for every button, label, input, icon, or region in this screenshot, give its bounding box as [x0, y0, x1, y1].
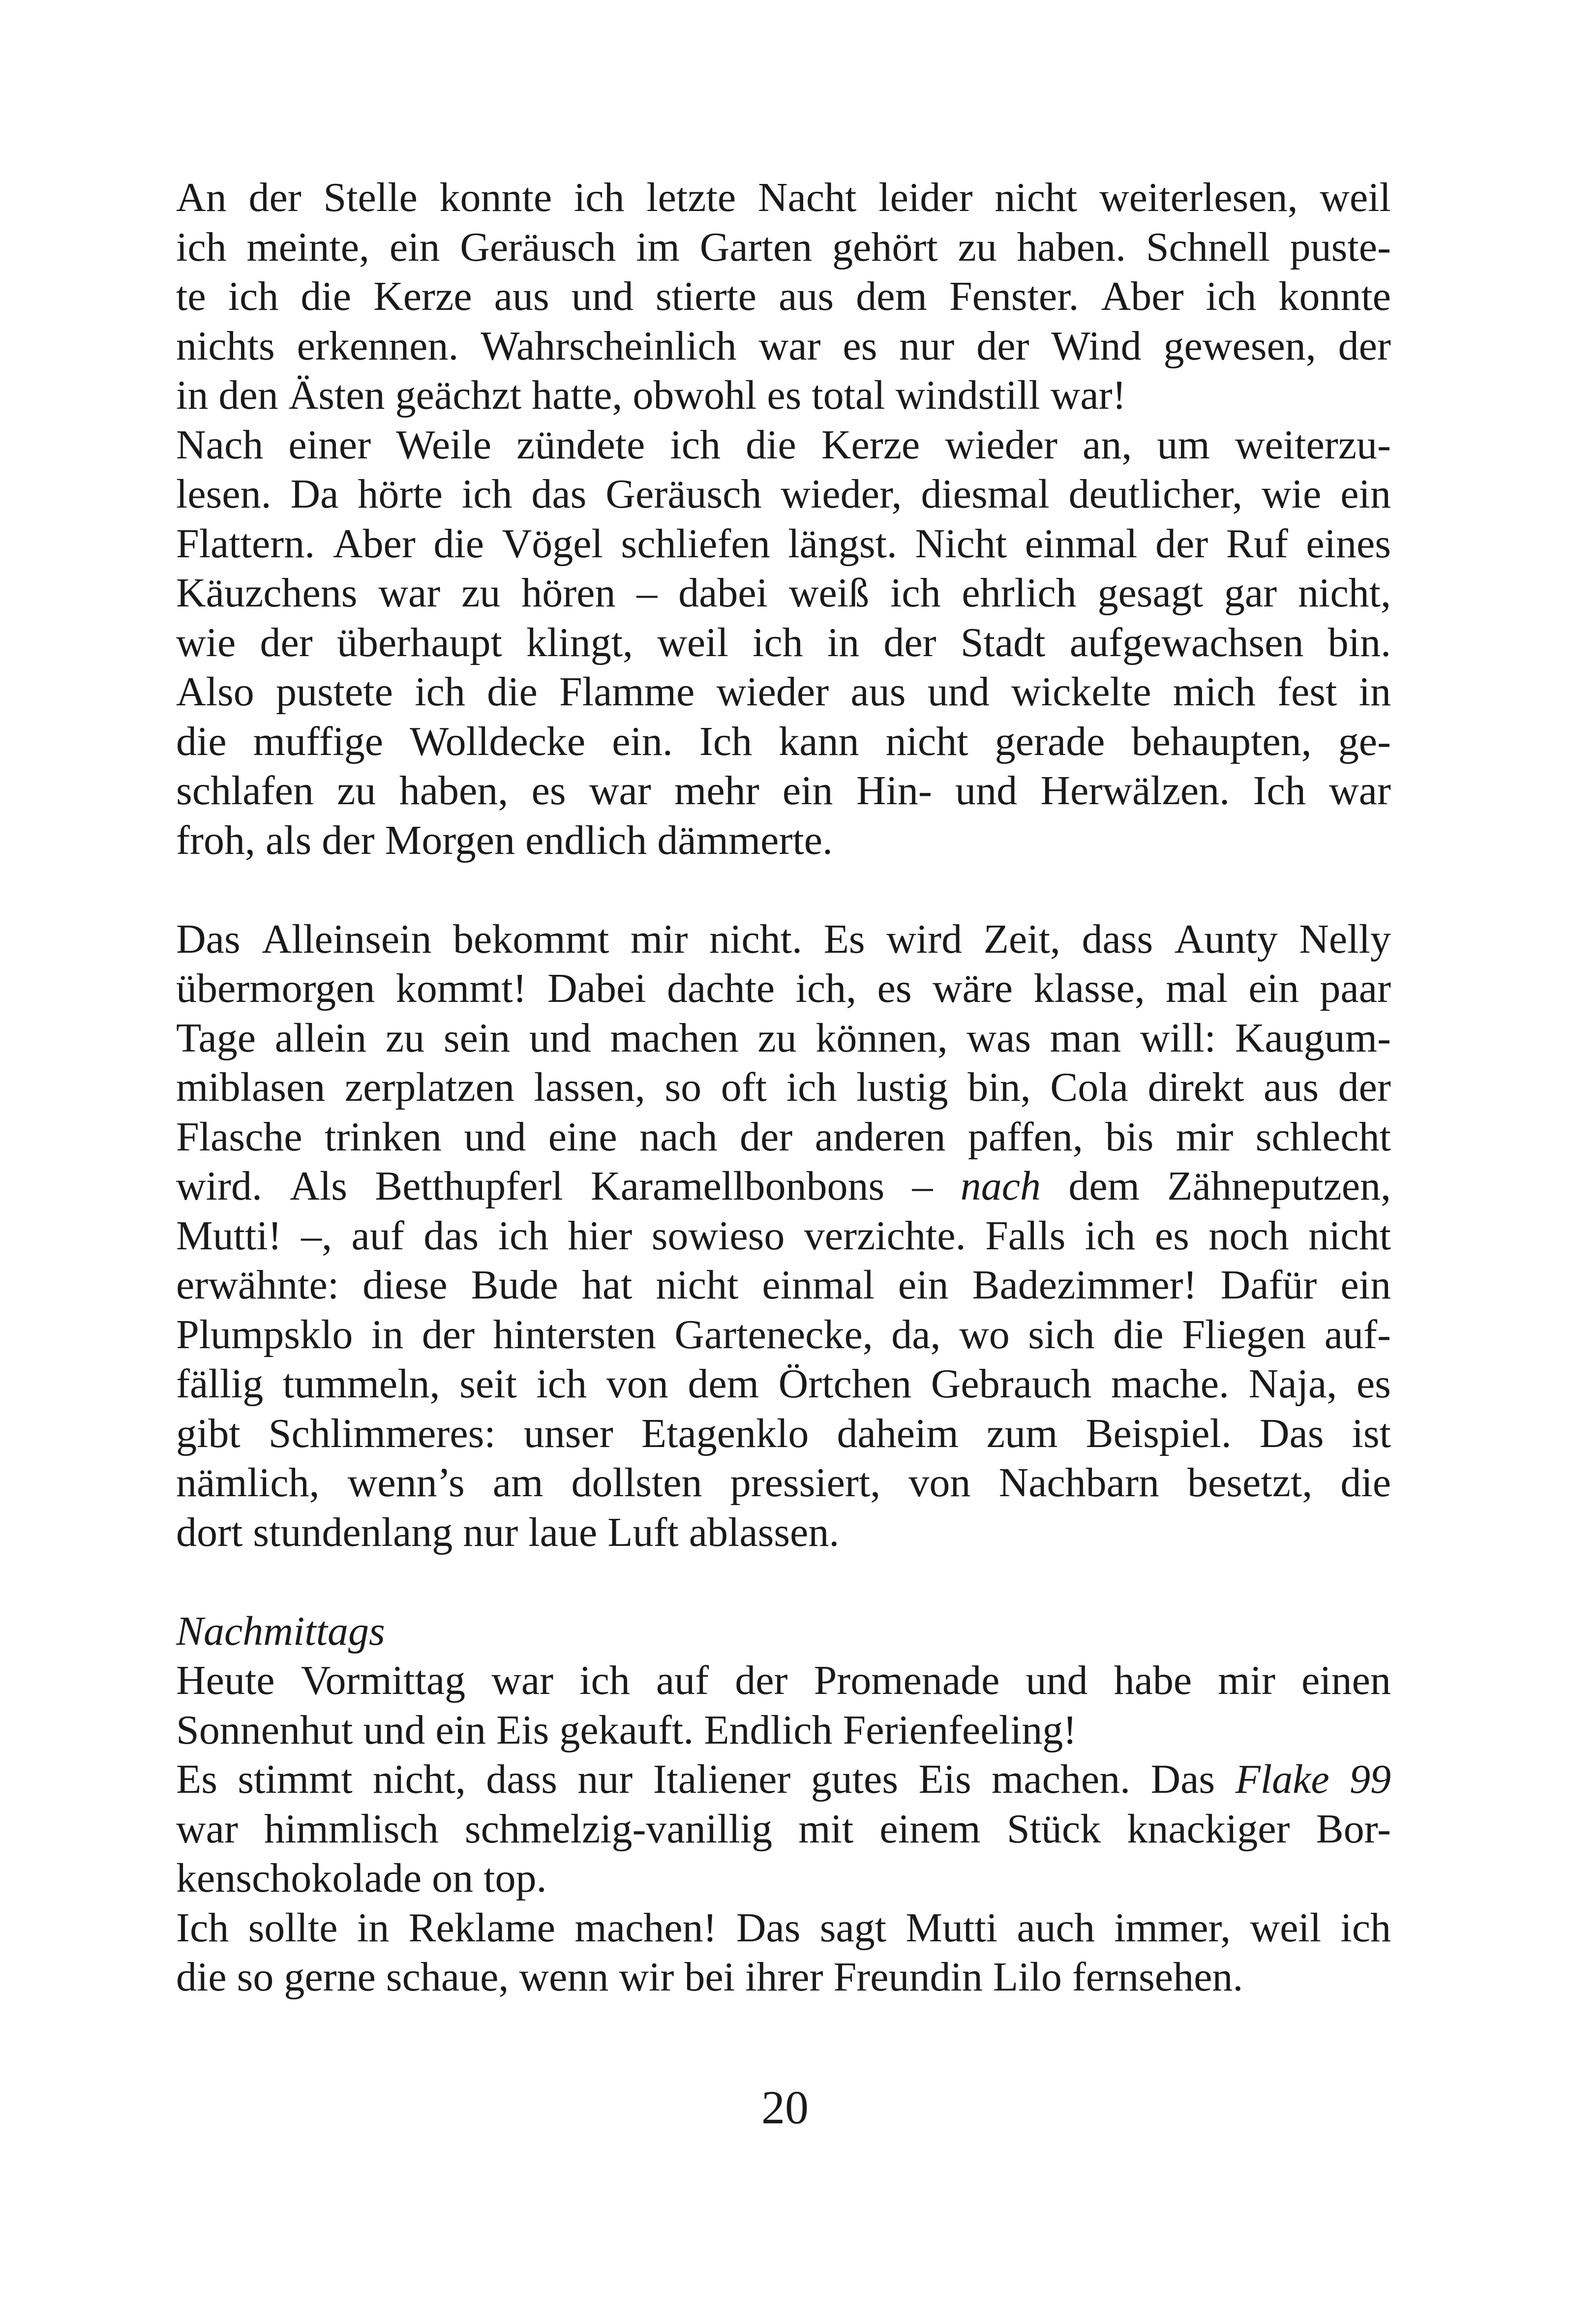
text-line: Es stimmt nicht, dass nur Italiener gutes Eis machen. Das Flake 99: [176, 1756, 1391, 1802]
text-line: schlafen zu haben, es war mehr ein Hin- und Herwälzen. Ich war: [176, 768, 1391, 814]
text-line: gibt Schlimmeres: unser Etagenklo daheim zum Beispiel. Das ist: [176, 1410, 1391, 1456]
text-line: ich meinte, ein Geräusch im Garten gehört zu haben. Schnell puste-: [176, 224, 1391, 270]
text-line: Nach einer Weile zündete ich die Kerze wieder an, um weiterzu-: [176, 422, 1391, 468]
paragraph: [176, 915, 1391, 1558]
text-line: froh, als der Morgen endlich dämmerte.: [176, 817, 833, 863]
text-line: nichts erkennen. Wahrscheinlich war es nur der Wind gewesen, der: [176, 323, 1391, 369]
text-line: Flattern. Aber die Vögel schliefen längst. Nicht einmal der Ruf eines: [176, 520, 1391, 567]
text-line: kenschokolade on top.: [176, 1855, 547, 1901]
paragraph: [176, 421, 1391, 866]
text-line: übermorgen kommt! Dabei dachte ich, es wäre klasse, mal ein paar: [176, 966, 1391, 1011]
page-number: 20: [761, 2081, 809, 2134]
paragraph: [176, 173, 1391, 421]
text-line: Käuzchens war zu hören – dabei weiß ich ehrlich gesagt gar nicht,: [176, 570, 1391, 616]
paragraph: [176, 1607, 1391, 1755]
text-line: Heute Vormittag war ich auf der Promenade und habe mir einen: [176, 1658, 1391, 1703]
text-line: in den Ästen geächzt hatte, obwohl es total windstill war!: [176, 372, 1126, 418]
text-line: dort stundenlang nur laue Luft ablassen.: [176, 1509, 840, 1555]
text-line: lesen. Da hörte ich das Geräusch wieder, diesmal deutlicher, wie ein: [176, 471, 1391, 517]
paragraph-spacer: [176, 1557, 1391, 1607]
text-line: Also pustete ich die Flamme wieder aus und wickelte mich fest in: [176, 669, 1391, 715]
text-line: Tage allein zu sein und machen zu können, was man will: Kaugum-: [176, 1015, 1391, 1061]
paragraph: [176, 1755, 1391, 1903]
body-text: [176, 173, 1391, 2002]
text-line: Ich sollte in Reklame machen! Das sagt Mutti auch immer, weil ich: [176, 1904, 1391, 1951]
text-line: fällig tummeln, seit ich von dem Örtchen Gebrauch mache. Naja, es: [176, 1361, 1391, 1407]
text-line: wie der überhaupt klingt, weil ich in der Stadt aufgewachsen bin.: [176, 619, 1391, 665]
text-line: te ich die Kerze aus und stierte aus dem Fenster. Aber ich konnte: [176, 273, 1391, 319]
text-line: Nachmittags: [176, 1608, 385, 1654]
text-line: miblasen zerplatzen lassen, so oft ich lustig bin, Cola direkt aus der: [176, 1064, 1391, 1110]
text-line: die so gerne schaue, wenn wir bei ihrer Freundin Lilo fernsehen.: [176, 1954, 1243, 2000]
text-line: Mutti! –, auf das ich hier sowieso verzichte. Falls ich es noch nicht: [176, 1212, 1391, 1259]
text-line: die muffige Wolldecke ein. Ich kann nicht gerade behaupten, ge-: [176, 718, 1391, 764]
text-line: erwähnte: diese Bude hat nicht einmal ein Badezimmer! Dafür ein: [176, 1262, 1391, 1308]
text-line: Das Alleinsein bekommt mir nicht. Es wird Zeit, dass Aunty Nelly: [176, 916, 1391, 962]
text-line: Flasche trinken und eine nach der anderen paffen, bis mir schlecht: [176, 1114, 1391, 1160]
text-line: Plumpsklo in der hintersten Gartenecke, da, wo sich die Fliegen auf-: [176, 1311, 1391, 1358]
text-line: Sonnenhut und ein Eis gekauft. Endlich Ferienfeeling!: [176, 1707, 1077, 1753]
text-line: wird. Als Betthupferl Karamellbonbons – nach dem Zähneputzen,: [176, 1163, 1391, 1209]
paragraph: [176, 1903, 1391, 2002]
text-line: war himmlisch schmelzig-vanillig mit einem Stück knackiger Bor-: [176, 1806, 1391, 1852]
paragraph-spacer: [176, 865, 1391, 915]
text-line: An der Stelle konnte ich letzte Nacht leider nicht weiterlesen, weil: [176, 175, 1391, 220]
text-line: nämlich, wenn’s am dollsten pressiert, von Nachbarn besetzt, die: [176, 1460, 1391, 1506]
